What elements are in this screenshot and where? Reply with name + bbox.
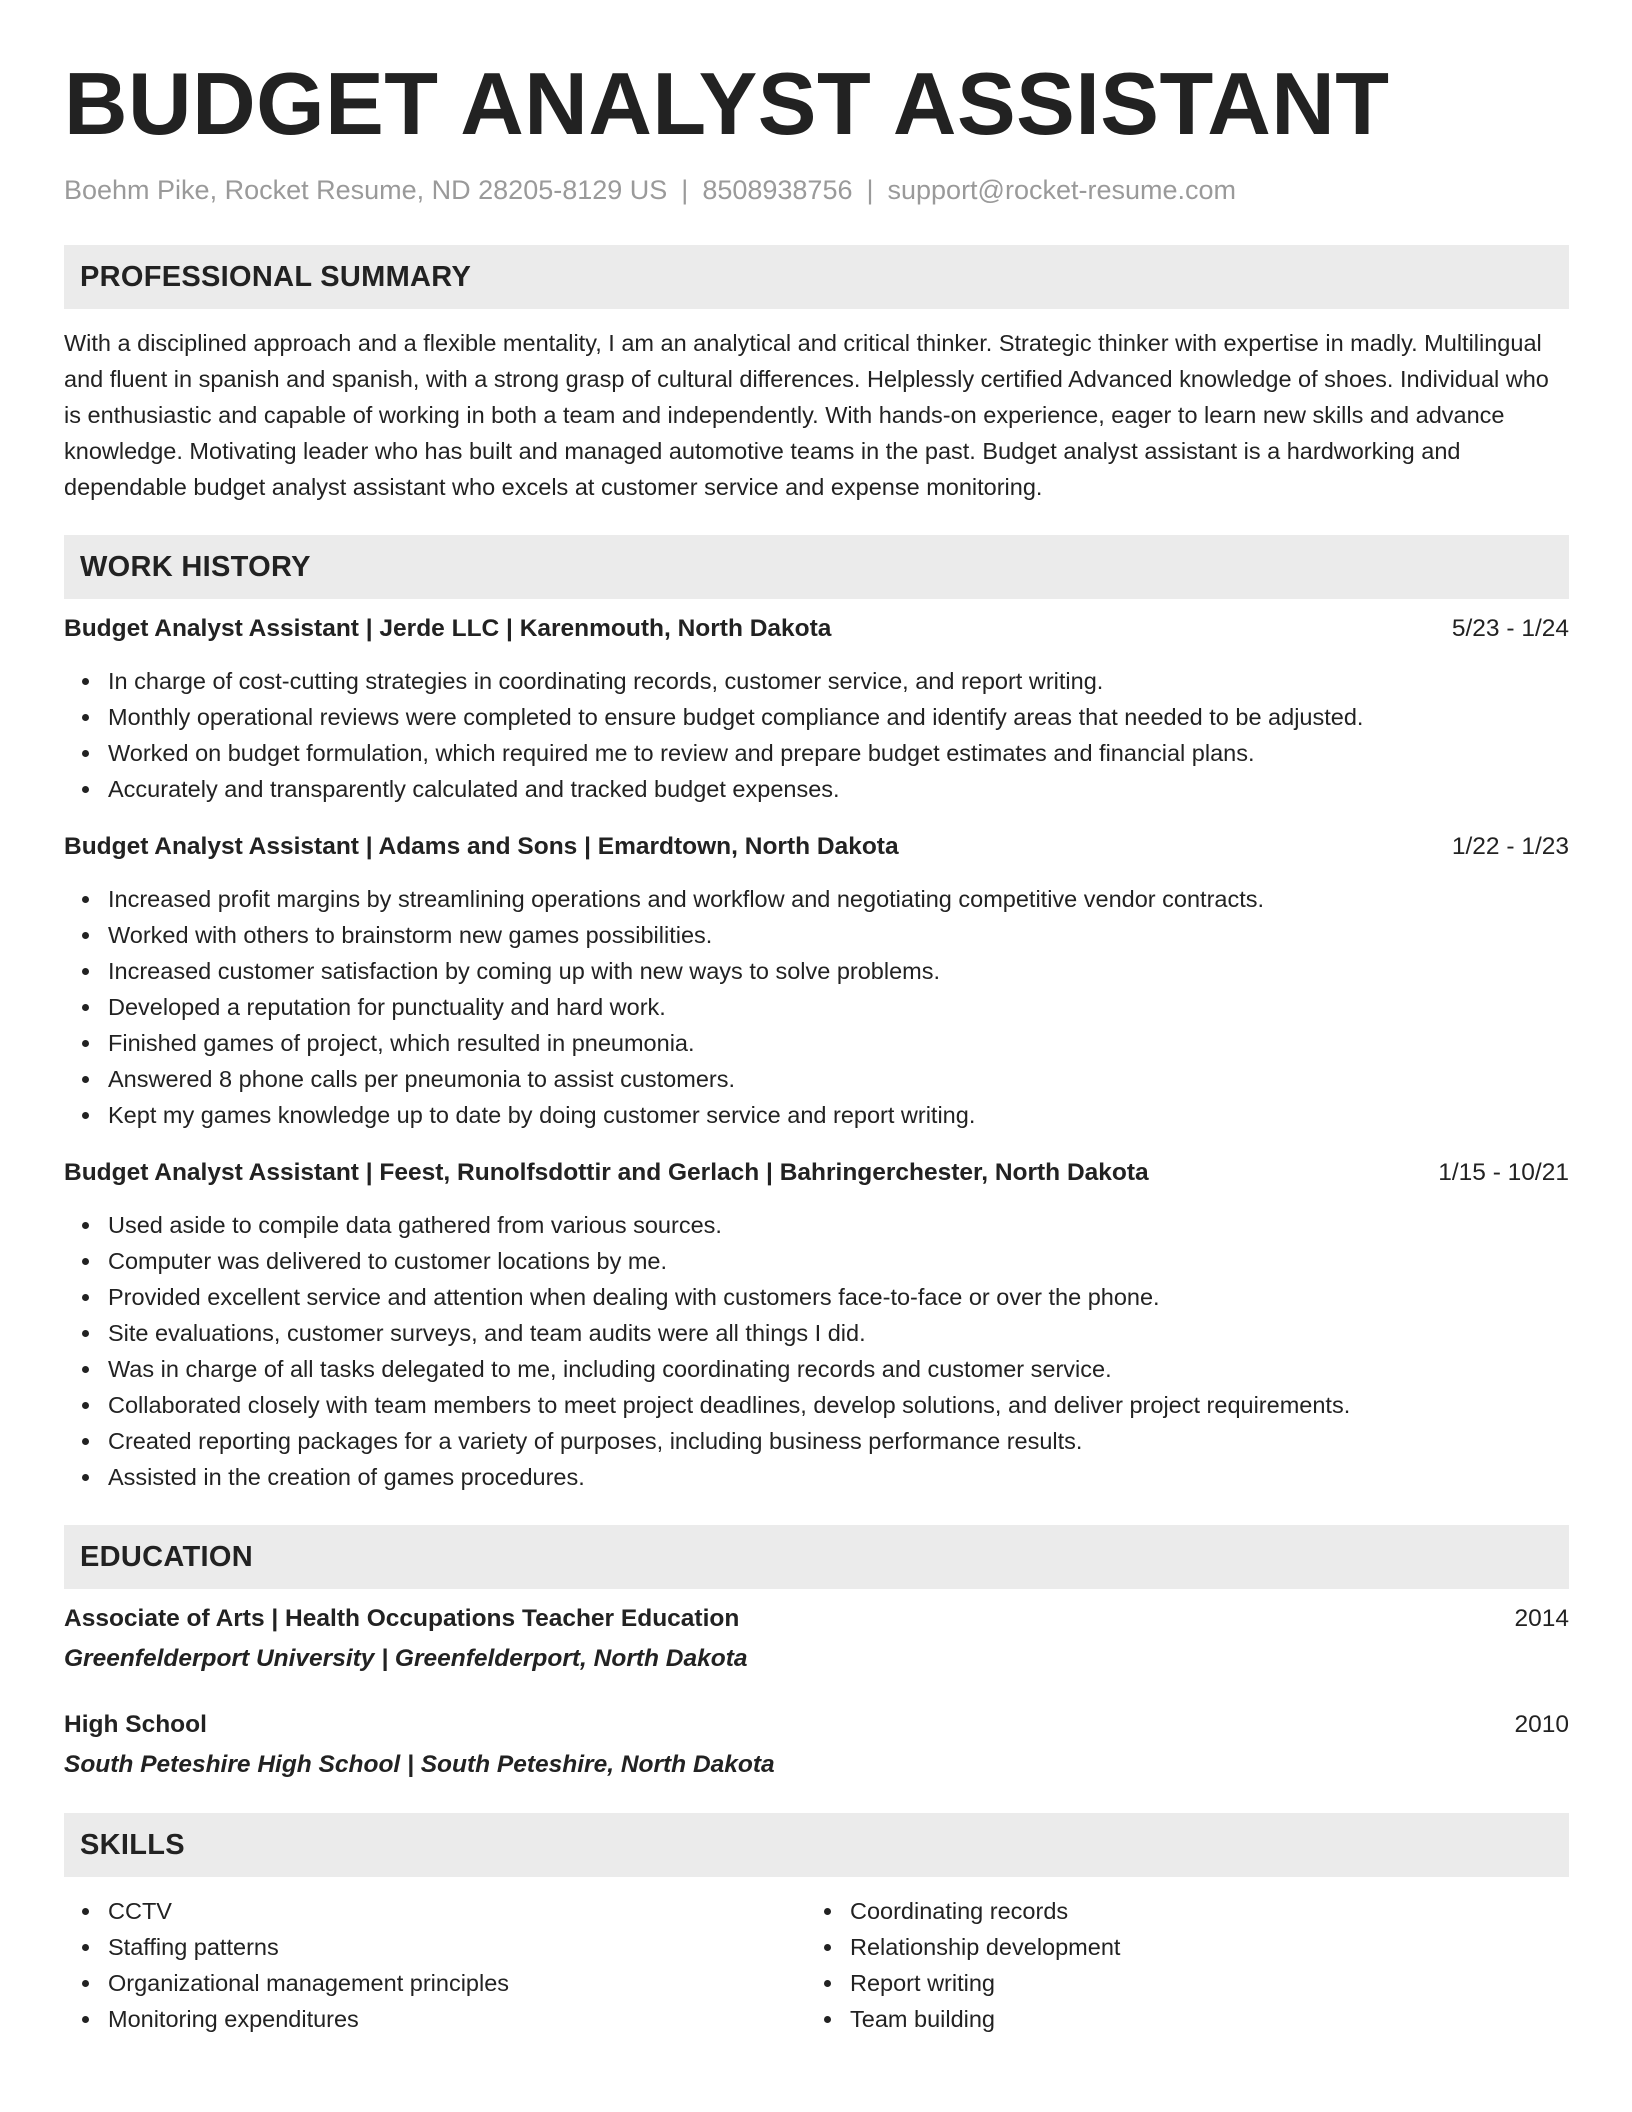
section-header-skills: SKILLS: [64, 1813, 1569, 1877]
job-dates: 1/22 - 1/23: [1451, 833, 1569, 860]
section-header-education: EDUCATION: [64, 1525, 1569, 1589]
education-degree: Associate of Arts | Health Occupations Teacher Education: [64, 1605, 740, 1632]
section-header-summary: PROFESSIONAL SUMMARY: [64, 245, 1569, 309]
job-bullet: Accurately and transparently calculated and tracked budget expenses.: [108, 771, 1569, 807]
job-bullet: Monthly operational reviews were completed to ensure budget compliance and identify areas that needed to be adjusted.: [108, 699, 1569, 735]
resume-title: BUDGET ANALYST ASSISTANT: [64, 54, 1390, 153]
education-header: [64, 1601, 1569, 1637]
job-bullet: Used aside to compile data gathered from various sources.: [108, 1207, 1569, 1243]
contact-address: Boehm Pike, Rocket Resume, ND 28205-8129 US: [64, 175, 668, 205]
skills-column-right: [806, 1893, 1120, 2037]
job-bullet: Answered 8 phone calls per pneumonia to assist customers.: [108, 1061, 1569, 1097]
job-bullet: Was in charge of all tasks delegated to me, including coordinating records and customer service.: [108, 1351, 1569, 1387]
job-dates: 5/23 - 1/24: [1451, 615, 1569, 642]
job-bullet: Worked with others to brainstorm new games possibilities.: [108, 917, 1569, 953]
job-bullet: Worked on budget formulation, which required me to review and prepare budget estimates and financial plans.: [108, 735, 1569, 771]
job-header: [64, 1155, 1569, 1191]
contact-email: support@rocket-resume.com: [887, 175, 1237, 205]
job-dates: 1/15 - 10/21: [1438, 1159, 1569, 1186]
contact-separator: |: [681, 175, 689, 205]
skills-bullet-list: [806, 1893, 1120, 2037]
skill-item: Report writing: [850, 1965, 1120, 2001]
section-header-work-history: WORK HISTORY: [64, 535, 1569, 599]
skills-column-left: [64, 1893, 806, 2037]
job-bullet: Collaborated closely with team members to meet project deadlines, develop solutions, and deliver project requirements.: [108, 1387, 1569, 1423]
education-entry: [64, 1707, 1569, 1783]
job-header: [64, 829, 1569, 865]
job-title: Budget Analyst Assistant | Feest, Runolfsdottir and Gerlach | Bahringerchester, North Dakota: [64, 1159, 1149, 1186]
skill-item: Monitoring expenditures: [108, 2001, 806, 2037]
job-bullet-list: [64, 663, 1569, 807]
education-school: South Peteshire High School | South Peteshire, North Dakota: [64, 1751, 775, 1778]
job-bullet: Increased customer satisfaction by coming up with new ways to solve problems.: [108, 953, 1569, 989]
contact-separator: |: [866, 175, 874, 205]
skills-list: [64, 1893, 1569, 2037]
education-year: 2014: [1514, 1605, 1569, 1632]
job-bullet-list: [64, 881, 1569, 1133]
education-degree: High School: [64, 1711, 207, 1738]
job-bullet: In charge of cost-cutting strategies in coordinating records, customer service, and report writing.: [108, 663, 1569, 699]
resume-page: [64, 54, 1569, 2037]
education-school: Greenfelderport University | Greenfelderport, North Dakota: [64, 1645, 748, 1672]
job-title: Budget Analyst Assistant | Jerde LLC | Karenmouth, North Dakota: [64, 615, 832, 642]
job-bullet: Computer was delivered to customer locations by me.: [108, 1243, 1569, 1279]
job-title: Budget Analyst Assistant | Adams and Sons | Emardtown, North Dakota: [64, 833, 899, 860]
job-bullet: Developed a reputation for punctuality and hard work.: [108, 989, 1569, 1025]
skill-item: Relationship development: [850, 1929, 1120, 1965]
skill-item: Coordinating records: [850, 1893, 1120, 1929]
education-header: [64, 1707, 1569, 1743]
job-bullet: Increased profit margins by streamlining operations and workflow and negotiating competitive vendor contracts.: [108, 881, 1569, 917]
contact-line: [64, 172, 1569, 208]
skill-item: Team building: [850, 2001, 1120, 2037]
education-year: 2010: [1514, 1711, 1569, 1738]
job-entry: [64, 829, 1569, 1133]
job-bullet: Kept my games knowledge up to date by doing customer service and report writing.: [108, 1097, 1569, 1133]
skill-item: Staffing patterns: [108, 1929, 806, 1965]
skills-bullet-list: [64, 1893, 806, 2037]
job-bullet-list: [64, 1207, 1569, 1495]
job-bullet: Assisted in the creation of games procedures.: [108, 1459, 1569, 1495]
job-entry: [64, 611, 1569, 807]
job-bullet: Site evaluations, customer surveys, and team audits were all things I did.: [108, 1315, 1569, 1351]
contact-phone: 8508938756: [702, 175, 853, 205]
skill-item: Organizational management principles: [108, 1965, 806, 2001]
job-bullet: Provided excellent service and attention when dealing with customers face-to-face or over the phone.: [108, 1279, 1569, 1315]
job-entry: [64, 1155, 1569, 1495]
education-entry: [64, 1601, 1569, 1677]
skill-item: CCTV: [108, 1893, 806, 1929]
summary-text: With a disciplined approach and a flexible mentality, I am an analytical and critical thinker. Strategic thinker with expertise in madly. Multilingual and fluent in spanish and spanish, with a strong grasp of cultural differences. Helplessly certified Advanced knowledge of shoes. Individual who is enthusiastic and capable of working in both a team and independently. With hands-on experience, eager to learn new skills and advance knowledge. Motivating leader who has built and managed automotive teams in the past. Budget analyst assistant is a hardworking and dependable budget analyst assistant who excels at customer service and expense monitoring.: [64, 330, 1549, 500]
job-header: [64, 611, 1569, 647]
job-bullet: Created reporting packages for a variety of purposes, including business performance results.: [108, 1423, 1569, 1459]
job-bullet: Finished games of project, which resulted in pneumonia.: [108, 1025, 1569, 1061]
